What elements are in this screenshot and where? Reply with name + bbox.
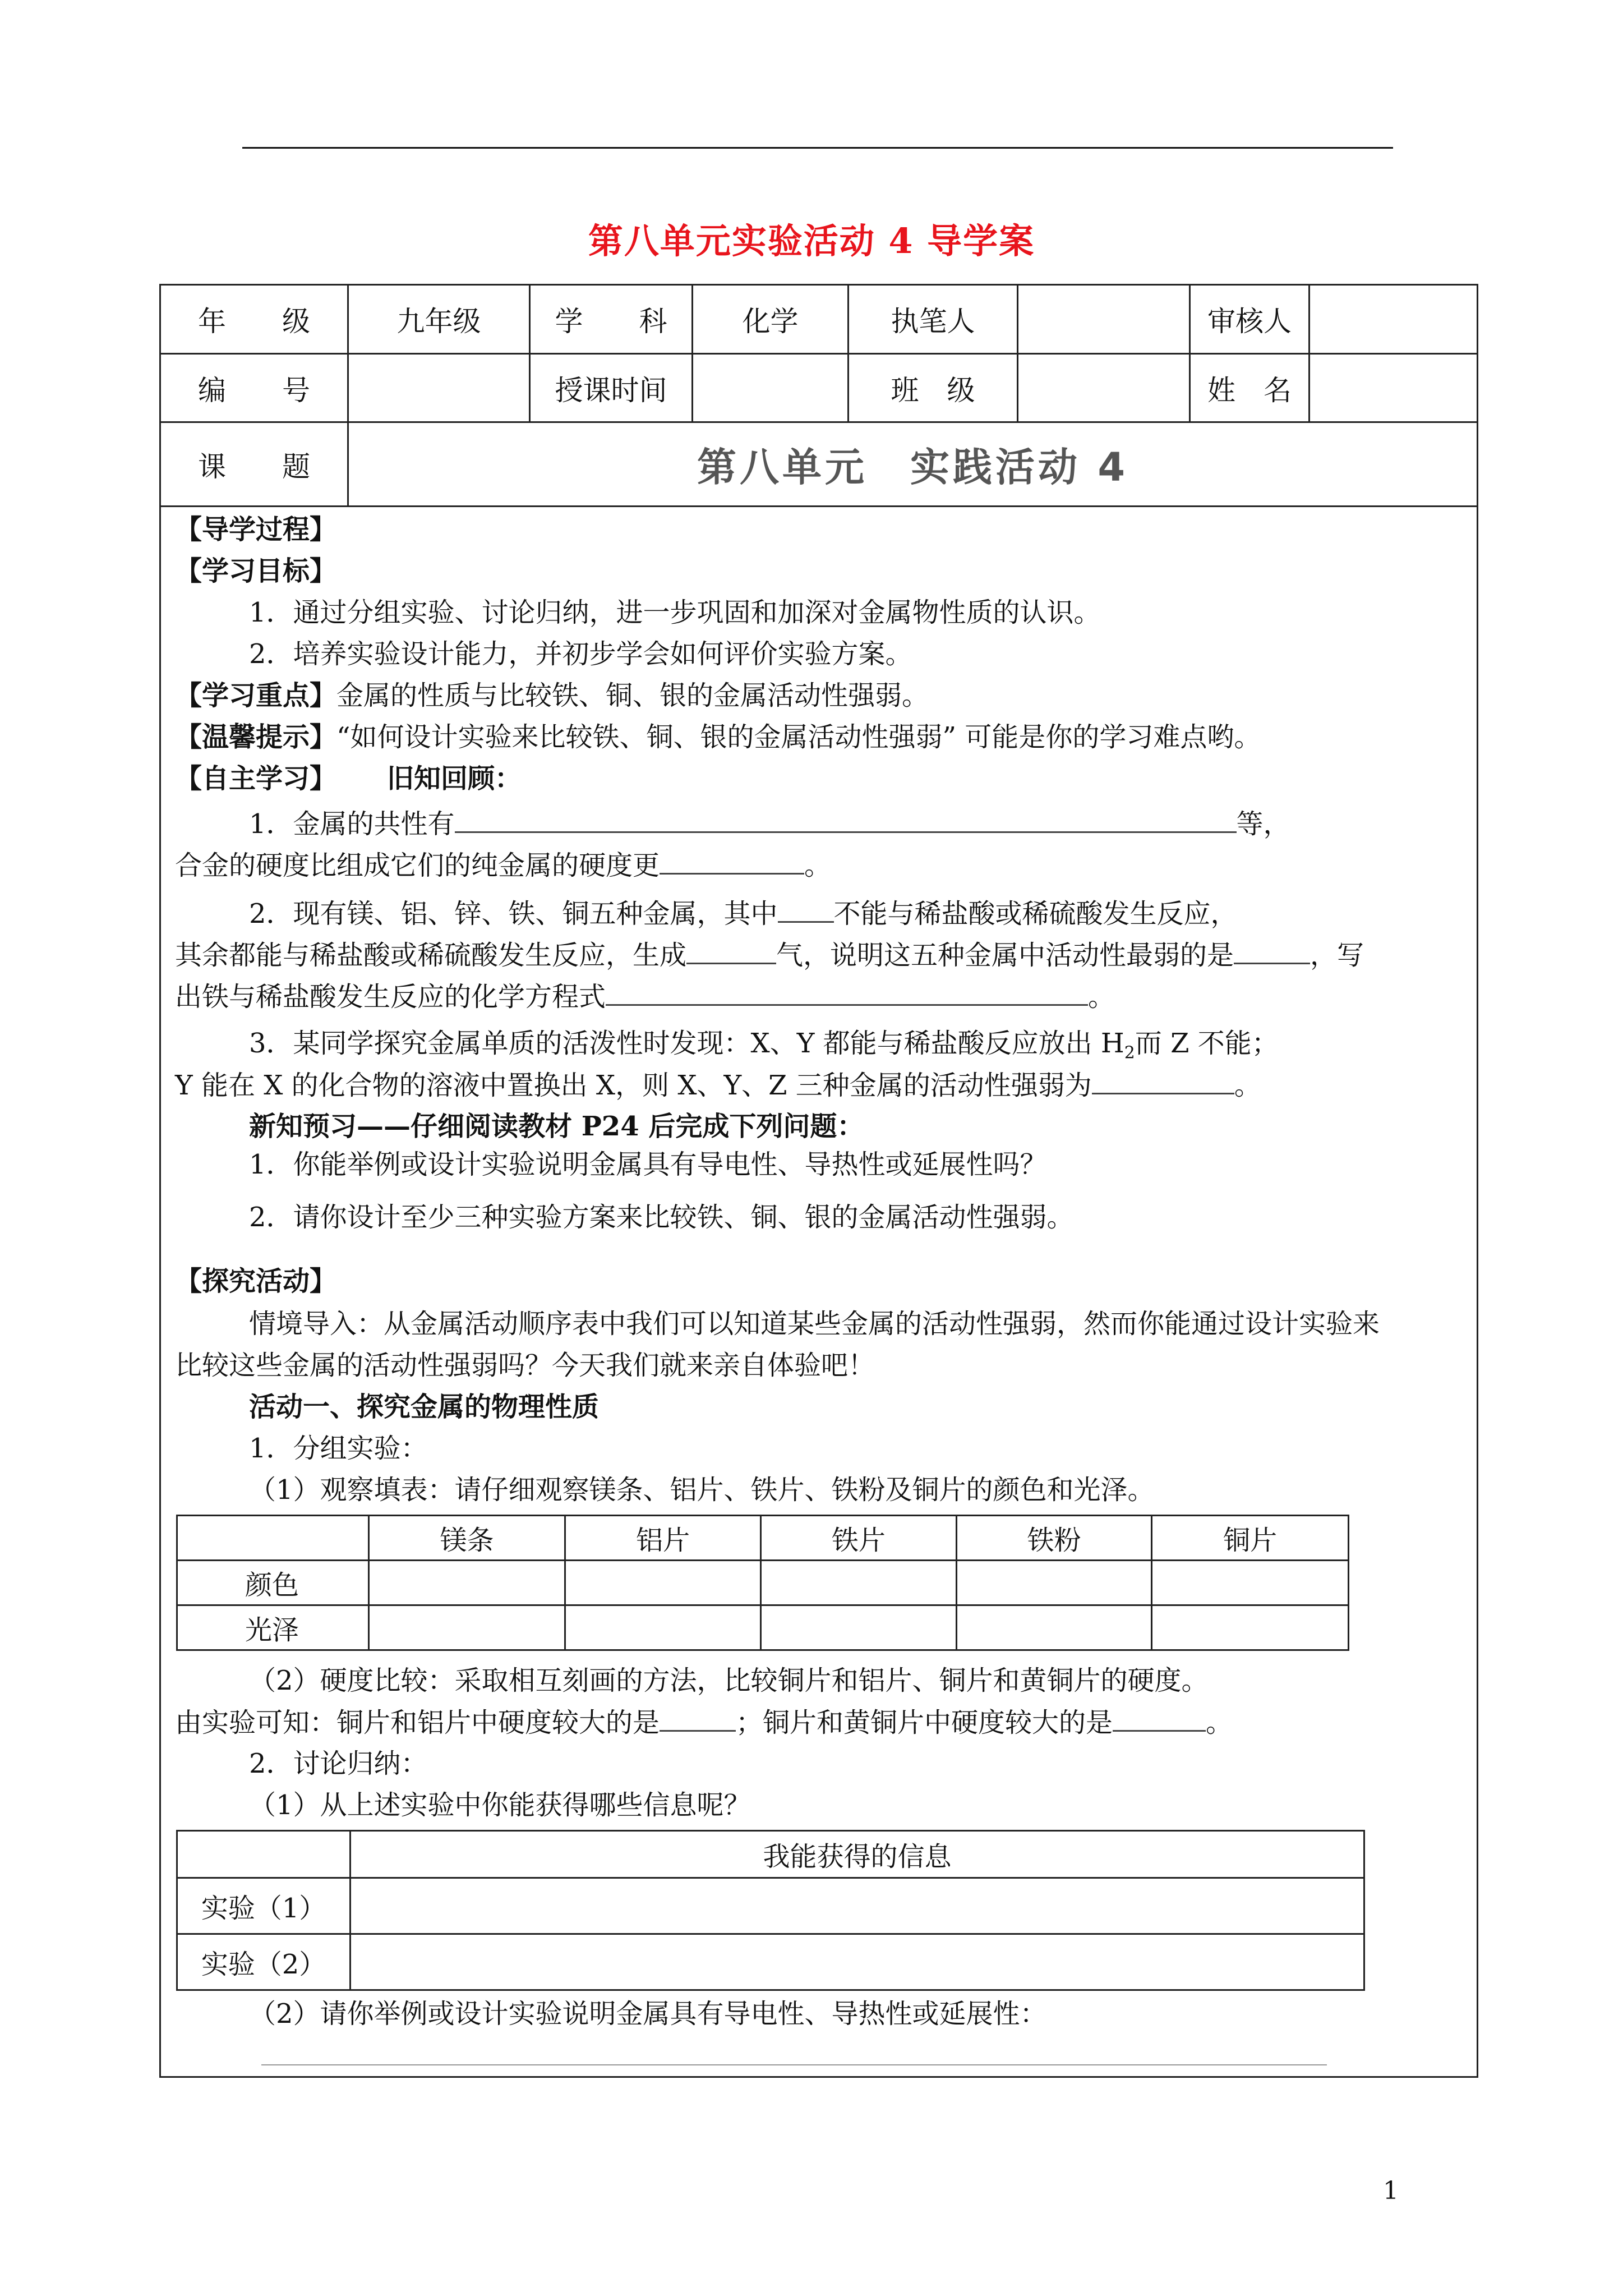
name-label: 姓 名 (1207, 374, 1292, 407)
fill-cell[interactable] (956, 1605, 1152, 1650)
fill-cell[interactable] (351, 1934, 1364, 1990)
self-study-heading: 【自主学习】 (175, 763, 337, 794)
info-header-table (159, 284, 1478, 507)
q1-text-b: 等， (1236, 808, 1290, 840)
q2-blank-2[interactable] (686, 938, 776, 964)
grade-label: 年 级 (198, 305, 310, 338)
fill-cell[interactable] (1152, 1561, 1349, 1605)
number-value[interactable] (349, 355, 529, 421)
q3-blank[interactable] (1092, 1068, 1234, 1094)
goals-heading: 【学习目标】 (175, 555, 337, 587)
goal-1: 1．通过分组实验、讨论归纳，进一步巩固和加深对金属物性质的认识。 (249, 597, 1101, 628)
hardness-instruction: （2）硬度比较：采取相互刻画的方法，比较铜片和铝片、铜片和黄铜片的硬度。 (249, 1665, 1209, 1696)
q3-text-b: 而 Z 不能； (1135, 1028, 1279, 1059)
observe-header-cell: 铁片 (760, 1516, 956, 1561)
q2-blank-4[interactable] (606, 979, 1088, 1006)
subject-value: 化学 (742, 305, 799, 338)
info-table (176, 1830, 1365, 1991)
observe-header-cell: 镁条 (368, 1516, 565, 1561)
tip-text: “如何设计实验来比较铁、铜、银的金属活动性强弱” 可能是你的学习难点哟。 (336, 721, 1261, 753)
tip-heading: 【温馨提示】 (175, 721, 337, 753)
hardness-blank-2[interactable] (1113, 1705, 1206, 1732)
discuss-2: （2）请你举例或设计实验说明金属具有导电性、导热性或延展性： (249, 1998, 1047, 2030)
hardness-blank-1[interactable] (660, 1705, 736, 1732)
q1-blank-2[interactable] (660, 848, 804, 875)
fill-cell[interactable] (368, 1605, 565, 1650)
q3-subscript: 2 (1124, 1043, 1135, 1063)
class-label: 班 级 (891, 374, 975, 407)
guide-process-heading: 【导学过程】 (175, 514, 337, 545)
hardness-text-b: ；铜片和黄铜片中硬度较大的是 (736, 1707, 1113, 1738)
table-row (177, 1561, 1349, 1605)
intro-line-2: 比较这些金属的活动性强弱吗？今天我们就来亲自体验吧！ (175, 1350, 875, 1381)
q3-text-d: 。 (1234, 1070, 1261, 1101)
time-value[interactable] (693, 355, 847, 421)
fill-cell[interactable] (760, 1605, 956, 1650)
row-label: 实验（2） (177, 1934, 351, 1990)
preview-q2: 2．请你设计至少三种实验方案来比较铁、铜、银的金属活动性强弱。 (249, 1202, 1074, 1233)
hardness-text-a: 由实验可知：铜片和铝片中硬度较大的是 (175, 1707, 660, 1738)
group-experiment: 1．分组实验： (249, 1433, 428, 1464)
observe-header-cell: 铁粉 (956, 1516, 1152, 1561)
fill-cell[interactable] (565, 1561, 761, 1605)
reviewer-value[interactable] (1310, 286, 1477, 353)
grade-value: 九年级 (396, 305, 481, 338)
intro-line-1: 情境导入：从金属活动顺序表中我们可以知道某些金属的活动性强弱，然而你能通过设计实验来 (249, 1308, 1380, 1340)
fill-cell[interactable] (368, 1561, 565, 1605)
q3-text-a: 3．某同学探究金属单质的活泼性时发现：X、Y 都能与稀盐酸反应放出 H (249, 1028, 1124, 1059)
discuss-1: （1）从上述实验中你能获得哪些信息呢？ (249, 1789, 751, 1821)
fill-cell[interactable] (760, 1561, 956, 1605)
fill-cell[interactable] (565, 1605, 761, 1650)
reviewer-label: 审核人 (1207, 305, 1292, 338)
review-heading: 旧知回顾： (387, 763, 522, 794)
q1-blank-1[interactable] (455, 807, 1237, 833)
discuss-heading: 2．讨论归纳： (249, 1748, 428, 1779)
row-label: 实验（1） (177, 1878, 351, 1934)
name-value[interactable] (1310, 355, 1477, 421)
q3-text-c: Y 能在 X 的化合物的溶液中置换出 X，则 X、Y、Z 三种金属的活动性强弱为 (175, 1070, 1092, 1101)
q2-text-a: 2．现有镁、铝、锌、铁、铜五种金属，其中 (249, 898, 778, 930)
topic-value: 第八单元 实践活动 4 (697, 444, 1129, 490)
row-label: 颜色 (177, 1561, 369, 1605)
q2-text-c: 其余都能与稀盐酸或稀硫酸发生反应，生成 (175, 940, 687, 971)
subject-label: 学 科 (555, 305, 667, 338)
table-row (177, 1605, 1349, 1650)
preview-q1: 1．你能举例或设计实验说明金属具有导电性、导热性或延展性吗？ (249, 1149, 1047, 1180)
observe-header-cell: 铝片 (565, 1516, 761, 1561)
author-value[interactable] (1018, 286, 1189, 353)
activity-1-heading: 活动一、探究金属的物理性质 (249, 1391, 600, 1423)
key-heading: 【学习重点】 (175, 680, 337, 711)
q2-blank-1[interactable] (778, 896, 834, 923)
observe-header-cell: 铜片 (1152, 1516, 1349, 1561)
table-row (177, 1878, 1364, 1934)
time-label: 授课时间 (555, 374, 667, 407)
q2-text-g: 。 (1088, 981, 1115, 1013)
q2-text-b: 不能与稀盐酸或稀硫酸发生反应， (833, 898, 1238, 930)
goal-2: 2．培养实验设计能力，并初步学会如何评价实验方案。 (249, 638, 912, 670)
q2-text-e: ，写 (1310, 940, 1364, 971)
hardness-text-c: 。 (1206, 1707, 1233, 1738)
q1-text-a: 1．金属的共性有 (249, 808, 455, 840)
fill-cell[interactable] (351, 1878, 1364, 1934)
info-table-header: 我能获得的信息 (351, 1831, 1364, 1878)
q1-text-c: 合金的硬度比组成它们的纯金属的硬度更 (175, 850, 660, 881)
number-label: 编 号 (198, 374, 310, 407)
observe-table (176, 1515, 1349, 1651)
answer-line[interactable] (261, 2064, 1327, 2065)
preview-heading: 新知预习——仔细阅读教材 P24 后完成下列问题： (249, 1111, 864, 1142)
observe-instruction: （1）观察填表：请仔细观察镁条、铝片、铁片、铁粉及铜片的颜色和光泽。 (249, 1474, 1155, 1506)
q2-blank-3[interactable] (1234, 938, 1310, 964)
q2-text-f: 出铁与稀盐酸发生反应的化学方程式 (175, 981, 606, 1013)
row-label: 光泽 (177, 1605, 369, 1650)
class-value[interactable] (1018, 355, 1189, 421)
fill-cell[interactable] (1152, 1605, 1349, 1650)
document-title: 第八单元实验活动 4 导学案 (588, 220, 1035, 261)
key-text: 金属的性质与比较铁、铜、银的金属活动性强弱。 (336, 680, 929, 711)
q1-text-d: 。 (804, 850, 832, 881)
q2-text-d: 气，说明这五种金属中活动性最弱的是 (776, 940, 1234, 971)
explore-heading: 【探究活动】 (175, 1266, 337, 1297)
page-number: 1 (1383, 2177, 1399, 2205)
fill-cell[interactable] (956, 1561, 1152, 1605)
observe-header-cell (177, 1516, 369, 1561)
author-label: 执笔人 (891, 305, 975, 338)
table-row (177, 1934, 1364, 1990)
topic-label: 课 题 (198, 450, 310, 483)
header-rule (242, 147, 1393, 149)
